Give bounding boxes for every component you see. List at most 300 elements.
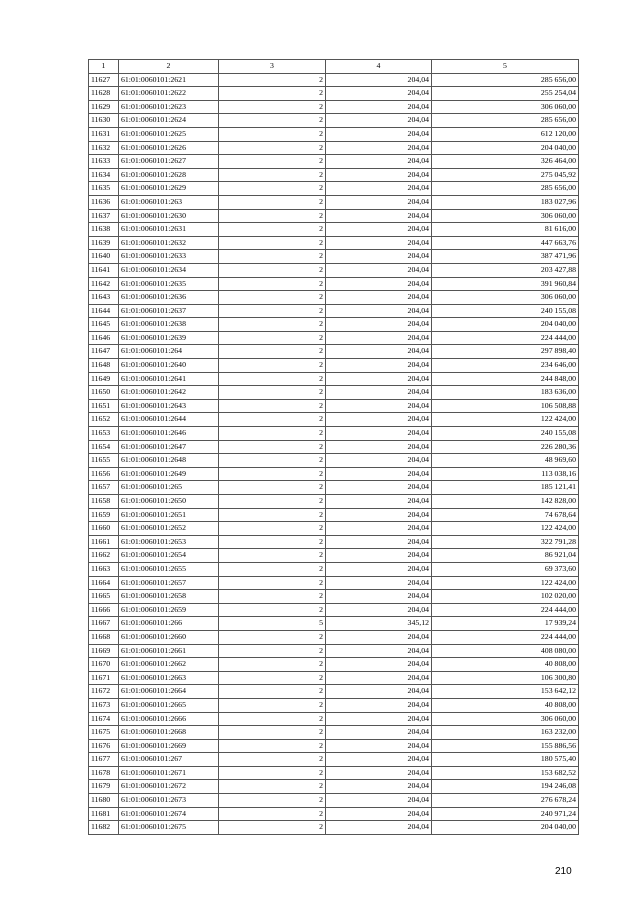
value-cell: 240 155,08 bbox=[432, 427, 579, 441]
row-number-cell: 11639 bbox=[89, 236, 119, 250]
value-cell: 153 682,52 bbox=[432, 766, 579, 780]
table-row bbox=[89, 87, 579, 101]
area-cell: 204,04 bbox=[326, 794, 432, 808]
area-cell: 204,04 bbox=[326, 739, 432, 753]
value-cell: 326 464,00 bbox=[432, 155, 579, 169]
value-cell: 275 045,92 bbox=[432, 168, 579, 182]
table-row bbox=[89, 250, 579, 264]
row-number-cell: 11660 bbox=[89, 522, 119, 536]
row-number-cell: 11633 bbox=[89, 155, 119, 169]
cadastral-number-cell: 61:01:0060101:2624 bbox=[119, 114, 219, 128]
row-number-cell: 11648 bbox=[89, 359, 119, 373]
row-number-cell: 11652 bbox=[89, 413, 119, 427]
count-cell: 2 bbox=[219, 413, 326, 427]
count-cell: 2 bbox=[219, 671, 326, 685]
column-header: 2 bbox=[119, 60, 219, 74]
table-row bbox=[89, 495, 579, 509]
cadastral-number-cell: 61:01:0060101:2629 bbox=[119, 182, 219, 196]
row-number-cell: 11676 bbox=[89, 739, 119, 753]
cadastral-number-cell: 61:01:0060101:2658 bbox=[119, 590, 219, 604]
value-cell: 183 027,96 bbox=[432, 195, 579, 209]
cadastral-table bbox=[88, 59, 579, 835]
table-row bbox=[89, 427, 579, 441]
area-cell: 204,04 bbox=[326, 508, 432, 522]
value-cell: 122 424,00 bbox=[432, 413, 579, 427]
cadastral-number-cell: 61:01:0060101:2650 bbox=[119, 495, 219, 509]
count-cell: 2 bbox=[219, 590, 326, 604]
value-cell: 74 678,64 bbox=[432, 508, 579, 522]
area-cell: 204,04 bbox=[326, 630, 432, 644]
area-cell: 204,04 bbox=[326, 671, 432, 685]
table-row bbox=[89, 739, 579, 753]
area-cell: 204,04 bbox=[326, 644, 432, 658]
table-row bbox=[89, 522, 579, 536]
table-row bbox=[89, 698, 579, 712]
value-cell: 306 060,00 bbox=[432, 209, 579, 223]
value-cell: 102 020,00 bbox=[432, 590, 579, 604]
count-cell: 2 bbox=[219, 386, 326, 400]
row-number-cell: 11679 bbox=[89, 780, 119, 794]
area-cell: 204,04 bbox=[326, 127, 432, 141]
cadastral-number-cell: 61:01:0060101:2642 bbox=[119, 386, 219, 400]
cadastral-number-cell: 61:01:0060101:2664 bbox=[119, 685, 219, 699]
count-cell: 2 bbox=[219, 807, 326, 821]
area-cell: 204,04 bbox=[326, 576, 432, 590]
table-row bbox=[89, 345, 579, 359]
area-cell: 204,04 bbox=[326, 495, 432, 509]
value-cell: 224 444,00 bbox=[432, 603, 579, 617]
count-cell: 2 bbox=[219, 821, 326, 835]
row-number-cell: 11629 bbox=[89, 100, 119, 114]
table-row bbox=[89, 617, 579, 631]
cadastral-number-cell: 61:01:0060101:2651 bbox=[119, 508, 219, 522]
table-row bbox=[89, 454, 579, 468]
row-number-cell: 11641 bbox=[89, 263, 119, 277]
row-number-cell: 11670 bbox=[89, 658, 119, 672]
value-cell: 322 791,28 bbox=[432, 535, 579, 549]
table-row bbox=[89, 372, 579, 386]
row-number-cell: 11637 bbox=[89, 209, 119, 223]
value-cell: 204 040,00 bbox=[432, 141, 579, 155]
value-cell: 612 120,00 bbox=[432, 127, 579, 141]
table-row bbox=[89, 508, 579, 522]
value-cell: 204 040,00 bbox=[432, 821, 579, 835]
column-header: 4 bbox=[326, 60, 432, 74]
cadastral-number-cell: 61:01:0060101:2669 bbox=[119, 739, 219, 753]
cadastral-number-cell: 61:01:0060101:2654 bbox=[119, 549, 219, 563]
cadastral-number-cell: 61:01:0060101:2628 bbox=[119, 168, 219, 182]
cadastral-number-cell: 61:01:0060101:2659 bbox=[119, 603, 219, 617]
row-number-cell: 11642 bbox=[89, 277, 119, 291]
count-cell: 2 bbox=[219, 780, 326, 794]
count-cell: 2 bbox=[219, 168, 326, 182]
table-row bbox=[89, 562, 579, 576]
count-cell: 2 bbox=[219, 87, 326, 101]
cadastral-number-cell: 61:01:0060101:2675 bbox=[119, 821, 219, 835]
count-cell: 2 bbox=[219, 549, 326, 563]
area-cell: 204,04 bbox=[326, 467, 432, 481]
value-cell: 40 808,00 bbox=[432, 658, 579, 672]
row-number-cell: 11674 bbox=[89, 712, 119, 726]
value-cell: 122 424,00 bbox=[432, 576, 579, 590]
count-cell: 2 bbox=[219, 209, 326, 223]
table-row bbox=[89, 766, 579, 780]
row-number-cell: 11677 bbox=[89, 753, 119, 767]
table-row bbox=[89, 168, 579, 182]
row-number-cell: 11667 bbox=[89, 617, 119, 631]
value-cell: 194 246,08 bbox=[432, 780, 579, 794]
value-cell: 285 656,00 bbox=[432, 182, 579, 196]
row-number-cell: 11673 bbox=[89, 698, 119, 712]
area-cell: 204,04 bbox=[326, 195, 432, 209]
row-number-cell: 11645 bbox=[89, 318, 119, 332]
value-cell: 106 300,80 bbox=[432, 671, 579, 685]
cadastral-number-cell: 61:01:0060101:2672 bbox=[119, 780, 219, 794]
row-number-cell: 11646 bbox=[89, 331, 119, 345]
count-cell: 2 bbox=[219, 685, 326, 699]
value-cell: 86 921,04 bbox=[432, 549, 579, 563]
cadastral-number-cell: 61:01:0060101:2639 bbox=[119, 331, 219, 345]
table-row bbox=[89, 794, 579, 808]
count-cell: 2 bbox=[219, 508, 326, 522]
row-number-cell: 11651 bbox=[89, 399, 119, 413]
cadastral-number-cell: 61:01:0060101:2636 bbox=[119, 291, 219, 305]
value-cell: 48 969,60 bbox=[432, 454, 579, 468]
cadastral-number-cell: 61:01:0060101:266 bbox=[119, 617, 219, 631]
count-cell: 2 bbox=[219, 291, 326, 305]
row-number-cell: 11630 bbox=[89, 114, 119, 128]
count-cell: 2 bbox=[219, 114, 326, 128]
count-cell: 2 bbox=[219, 562, 326, 576]
cadastral-number-cell: 61:01:0060101:2668 bbox=[119, 726, 219, 740]
cadastral-number-cell: 61:01:0060101:265 bbox=[119, 481, 219, 495]
value-cell: 40 808,00 bbox=[432, 698, 579, 712]
count-cell: 2 bbox=[219, 250, 326, 264]
value-cell: 226 280,36 bbox=[432, 440, 579, 454]
cadastral-number-cell: 61:01:0060101:2632 bbox=[119, 236, 219, 250]
row-number-cell: 11640 bbox=[89, 250, 119, 264]
row-number-cell: 11635 bbox=[89, 182, 119, 196]
area-cell: 204,04 bbox=[326, 780, 432, 794]
count-cell: 2 bbox=[219, 726, 326, 740]
count-cell: 2 bbox=[219, 481, 326, 495]
cadastral-number-cell: 61:01:0060101:2660 bbox=[119, 630, 219, 644]
cadastral-number-cell: 61:01:0060101:2646 bbox=[119, 427, 219, 441]
cadastral-number-cell: 61:01:0060101:2637 bbox=[119, 304, 219, 318]
table-row bbox=[89, 141, 579, 155]
count-cell: 2 bbox=[219, 399, 326, 413]
table-row bbox=[89, 467, 579, 481]
area-cell: 204,04 bbox=[326, 590, 432, 604]
row-number-cell: 11628 bbox=[89, 87, 119, 101]
area-cell: 204,04 bbox=[326, 562, 432, 576]
table-row bbox=[89, 386, 579, 400]
count-cell: 2 bbox=[219, 454, 326, 468]
area-cell: 204,04 bbox=[326, 549, 432, 563]
cadastral-number-cell: 61:01:0060101:267 bbox=[119, 753, 219, 767]
table-row bbox=[89, 195, 579, 209]
value-cell: 142 828,00 bbox=[432, 495, 579, 509]
table-row bbox=[89, 236, 579, 250]
count-cell: 2 bbox=[219, 495, 326, 509]
count-cell: 2 bbox=[219, 345, 326, 359]
area-cell: 204,04 bbox=[326, 821, 432, 835]
cadastral-number-cell: 61:01:0060101:2649 bbox=[119, 467, 219, 481]
count-cell: 2 bbox=[219, 630, 326, 644]
table-row bbox=[89, 100, 579, 114]
area-cell: 204,04 bbox=[326, 399, 432, 413]
table-row bbox=[89, 127, 579, 141]
row-number-cell: 11632 bbox=[89, 141, 119, 155]
count-cell: 2 bbox=[219, 141, 326, 155]
table-row bbox=[89, 535, 579, 549]
count-cell: 2 bbox=[219, 753, 326, 767]
row-number-cell: 11654 bbox=[89, 440, 119, 454]
cadastral-number-cell: 61:01:0060101:2631 bbox=[119, 223, 219, 237]
row-number-cell: 11655 bbox=[89, 454, 119, 468]
cadastral-number-cell: 61:01:0060101:2635 bbox=[119, 277, 219, 291]
table-row bbox=[89, 399, 579, 413]
cadastral-number-cell: 61:01:0060101:2623 bbox=[119, 100, 219, 114]
area-cell: 204,04 bbox=[326, 277, 432, 291]
area-cell: 204,04 bbox=[326, 209, 432, 223]
table-row bbox=[89, 318, 579, 332]
area-cell: 204,04 bbox=[326, 155, 432, 169]
cadastral-number-cell: 61:01:0060101:2673 bbox=[119, 794, 219, 808]
row-number-cell: 11664 bbox=[89, 576, 119, 590]
column-header: 5 bbox=[432, 60, 579, 74]
cadastral-number-cell: 61:01:0060101:2627 bbox=[119, 155, 219, 169]
count-cell: 2 bbox=[219, 766, 326, 780]
row-number-cell: 11644 bbox=[89, 304, 119, 318]
area-cell: 204,04 bbox=[326, 250, 432, 264]
table-row bbox=[89, 671, 579, 685]
area-cell: 204,04 bbox=[326, 236, 432, 250]
table-row bbox=[89, 712, 579, 726]
value-cell: 113 038,16 bbox=[432, 467, 579, 481]
cadastral-number-cell: 61:01:0060101:2644 bbox=[119, 413, 219, 427]
value-cell: 224 444,00 bbox=[432, 630, 579, 644]
area-cell: 345,12 bbox=[326, 617, 432, 631]
row-number-cell: 11668 bbox=[89, 630, 119, 644]
table-row bbox=[89, 209, 579, 223]
count-cell: 2 bbox=[219, 644, 326, 658]
row-number-cell: 11658 bbox=[89, 495, 119, 509]
area-cell: 204,04 bbox=[326, 698, 432, 712]
table-row bbox=[89, 413, 579, 427]
cadastral-number-cell: 61:01:0060101:2626 bbox=[119, 141, 219, 155]
row-number-cell: 11634 bbox=[89, 168, 119, 182]
value-cell: 408 080,00 bbox=[432, 644, 579, 658]
cadastral-number-cell: 61:01:0060101:264 bbox=[119, 345, 219, 359]
count-cell: 2 bbox=[219, 236, 326, 250]
value-cell: 163 232,00 bbox=[432, 726, 579, 740]
area-cell: 204,04 bbox=[326, 182, 432, 196]
area-cell: 204,04 bbox=[326, 766, 432, 780]
cadastral-number-cell: 61:01:0060101:2625 bbox=[119, 127, 219, 141]
table-row bbox=[89, 114, 579, 128]
value-cell: 17 939,24 bbox=[432, 617, 579, 631]
row-number-cell: 11662 bbox=[89, 549, 119, 563]
count-cell: 2 bbox=[219, 739, 326, 753]
value-cell: 447 663,76 bbox=[432, 236, 579, 250]
column-header: 3 bbox=[219, 60, 326, 74]
area-cell: 204,04 bbox=[326, 114, 432, 128]
value-cell: 285 656,00 bbox=[432, 73, 579, 87]
cadastral-number-cell: 61:01:0060101:2647 bbox=[119, 440, 219, 454]
value-cell: 185 121,41 bbox=[432, 481, 579, 495]
count-cell: 2 bbox=[219, 223, 326, 237]
cadastral-number-cell: 61:01:0060101:2621 bbox=[119, 73, 219, 87]
count-cell: 2 bbox=[219, 467, 326, 481]
table-row bbox=[89, 331, 579, 345]
value-cell: 306 060,00 bbox=[432, 712, 579, 726]
area-cell: 204,04 bbox=[326, 141, 432, 155]
cadastral-number-cell: 61:01:0060101:2655 bbox=[119, 562, 219, 576]
row-number-cell: 11656 bbox=[89, 467, 119, 481]
row-number-cell: 11666 bbox=[89, 603, 119, 617]
area-cell: 204,04 bbox=[326, 440, 432, 454]
value-cell: 153 642,12 bbox=[432, 685, 579, 699]
count-cell: 2 bbox=[219, 318, 326, 332]
row-number-cell: 11643 bbox=[89, 291, 119, 305]
value-cell: 276 678,24 bbox=[432, 794, 579, 808]
table-row bbox=[89, 658, 579, 672]
table-row bbox=[89, 821, 579, 835]
row-number-cell: 11631 bbox=[89, 127, 119, 141]
area-cell: 204,04 bbox=[326, 603, 432, 617]
count-cell: 2 bbox=[219, 698, 326, 712]
area-cell: 204,04 bbox=[326, 522, 432, 536]
table-header-row bbox=[89, 60, 579, 74]
cadastral-number-cell: 61:01:0060101:2634 bbox=[119, 263, 219, 277]
row-number-cell: 11653 bbox=[89, 427, 119, 441]
page-number: 210 bbox=[555, 866, 572, 877]
count-cell: 2 bbox=[219, 182, 326, 196]
area-cell: 204,04 bbox=[326, 427, 432, 441]
value-cell: 122 424,00 bbox=[432, 522, 579, 536]
cadastral-number-cell: 61:01:0060101:2652 bbox=[119, 522, 219, 536]
value-cell: 106 508,88 bbox=[432, 399, 579, 413]
count-cell: 2 bbox=[219, 304, 326, 318]
row-number-cell: 11659 bbox=[89, 508, 119, 522]
value-cell: 387 471,96 bbox=[432, 250, 579, 264]
table-row bbox=[89, 304, 579, 318]
row-number-cell: 11675 bbox=[89, 726, 119, 740]
table-body bbox=[89, 73, 579, 834]
area-cell: 204,04 bbox=[326, 535, 432, 549]
row-number-cell: 11657 bbox=[89, 481, 119, 495]
value-cell: 255 254,04 bbox=[432, 87, 579, 101]
table-row bbox=[89, 685, 579, 699]
area-cell: 204,04 bbox=[326, 223, 432, 237]
table-row bbox=[89, 753, 579, 767]
cadastral-number-cell: 61:01:0060101:2641 bbox=[119, 372, 219, 386]
row-number-cell: 11680 bbox=[89, 794, 119, 808]
area-cell: 204,04 bbox=[326, 413, 432, 427]
count-cell: 2 bbox=[219, 427, 326, 441]
value-cell: 285 656,00 bbox=[432, 114, 579, 128]
count-cell: 2 bbox=[219, 535, 326, 549]
cadastral-number-cell: 61:01:0060101:2657 bbox=[119, 576, 219, 590]
row-number-cell: 11669 bbox=[89, 644, 119, 658]
value-cell: 81 616,00 bbox=[432, 223, 579, 237]
cadastral-number-cell: 61:01:0060101:2633 bbox=[119, 250, 219, 264]
table-row bbox=[89, 291, 579, 305]
area-cell: 204,04 bbox=[326, 658, 432, 672]
value-cell: 297 898,40 bbox=[432, 345, 579, 359]
area-cell: 204,04 bbox=[326, 372, 432, 386]
cadastral-number-cell: 61:01:0060101:2662 bbox=[119, 658, 219, 672]
table-row bbox=[89, 440, 579, 454]
area-cell: 204,04 bbox=[326, 359, 432, 373]
row-number-cell: 11638 bbox=[89, 223, 119, 237]
table-row bbox=[89, 780, 579, 794]
area-cell: 204,04 bbox=[326, 100, 432, 114]
row-number-cell: 11665 bbox=[89, 590, 119, 604]
row-number-cell: 11678 bbox=[89, 766, 119, 780]
cadastral-number-cell: 61:01:0060101:2671 bbox=[119, 766, 219, 780]
value-cell: 69 373,60 bbox=[432, 562, 579, 576]
table-row bbox=[89, 807, 579, 821]
area-cell: 204,04 bbox=[326, 73, 432, 87]
count-cell: 5 bbox=[219, 617, 326, 631]
area-cell: 204,04 bbox=[326, 345, 432, 359]
count-cell: 2 bbox=[219, 155, 326, 169]
area-cell: 204,04 bbox=[326, 807, 432, 821]
count-cell: 2 bbox=[219, 127, 326, 141]
count-cell: 2 bbox=[219, 100, 326, 114]
count-cell: 2 bbox=[219, 794, 326, 808]
table-row bbox=[89, 155, 579, 169]
table-row bbox=[89, 726, 579, 740]
count-cell: 2 bbox=[219, 576, 326, 590]
area-cell: 204,04 bbox=[326, 168, 432, 182]
value-cell: 180 575,40 bbox=[432, 753, 579, 767]
area-cell: 204,04 bbox=[326, 291, 432, 305]
area-cell: 204,04 bbox=[326, 304, 432, 318]
row-number-cell: 11647 bbox=[89, 345, 119, 359]
row-number-cell: 11636 bbox=[89, 195, 119, 209]
cadastral-number-cell: 61:01:0060101:2643 bbox=[119, 399, 219, 413]
table-row bbox=[89, 590, 579, 604]
count-cell: 2 bbox=[219, 331, 326, 345]
row-number-cell: 11650 bbox=[89, 386, 119, 400]
cadastral-number-cell: 61:01:0060101:2666 bbox=[119, 712, 219, 726]
area-cell: 204,04 bbox=[326, 331, 432, 345]
value-cell: 224 444,00 bbox=[432, 331, 579, 345]
cadastral-number-cell: 61:01:0060101:2638 bbox=[119, 318, 219, 332]
table-row bbox=[89, 182, 579, 196]
area-cell: 204,04 bbox=[326, 454, 432, 468]
value-cell: 240 971,24 bbox=[432, 807, 579, 821]
count-cell: 2 bbox=[219, 712, 326, 726]
cadastral-number-cell: 61:01:0060101:2665 bbox=[119, 698, 219, 712]
count-cell: 2 bbox=[219, 522, 326, 536]
cadastral-number-cell: 61:01:0060101:2640 bbox=[119, 359, 219, 373]
row-number-cell: 11672 bbox=[89, 685, 119, 699]
count-cell: 2 bbox=[219, 263, 326, 277]
count-cell: 2 bbox=[219, 440, 326, 454]
value-cell: 240 155,08 bbox=[432, 304, 579, 318]
table-row bbox=[89, 277, 579, 291]
value-cell: 306 060,00 bbox=[432, 291, 579, 305]
area-cell: 204,04 bbox=[326, 726, 432, 740]
count-cell: 2 bbox=[219, 603, 326, 617]
cadastral-number-cell: 61:01:0060101:263 bbox=[119, 195, 219, 209]
table-row bbox=[89, 359, 579, 373]
table-row bbox=[89, 549, 579, 563]
